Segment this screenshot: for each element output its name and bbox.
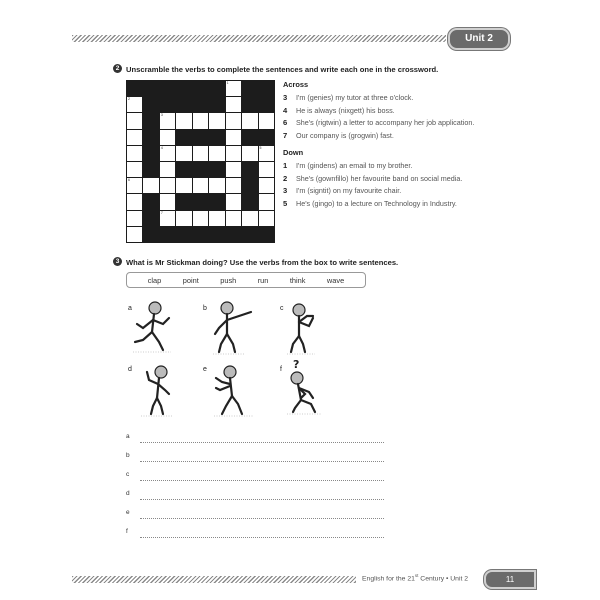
crossword-block [160,227,175,242]
figure-letter-e: e [203,366,207,373]
crossword-cell[interactable] [193,113,208,128]
crossword-cell[interactable] [226,162,241,177]
crossword-block [242,194,257,209]
crossword-cell[interactable] [176,211,191,226]
figure-letter-c: c [280,305,284,312]
crossword-cell[interactable] [160,162,175,177]
page-number: 11 [484,570,536,589]
crossword-cell[interactable] [127,194,142,209]
crossword-clue-number: 2 [128,97,130,102]
clue-number: 3 [283,186,288,196]
down-clue [283,173,513,186]
clue-text: I'm (gindens) an email to my brother. [296,161,413,170]
crossword-block [259,227,274,242]
crossword-block [242,130,257,145]
crossword-cell[interactable] [259,178,274,193]
stickman-run-figure [125,298,195,358]
crossword-block [259,97,274,112]
verb-option: think [289,275,306,285]
stickman-push-figure [208,360,278,420]
answer-line[interactable] [126,509,384,521]
crossword-cell[interactable] [193,211,208,226]
crossword-cell[interactable] [127,113,142,128]
answer-line[interactable] [126,452,384,464]
crossword-block [127,81,142,96]
crossword-cell[interactable] [226,194,241,209]
exercise-3-number: 3 [113,257,122,266]
clue-text: She's (rigtwin) a letter to accompany her job application. [296,118,475,128]
across-clues [283,80,513,143]
crossword-cell[interactable] [127,162,142,177]
answer-letter: a [126,433,130,440]
crossword-block [143,81,158,96]
crossword-block [143,113,158,128]
crossword-block [193,130,208,145]
crossword-cell[interactable] [209,211,224,226]
crossword-cell[interactable] [259,162,274,177]
crossword-block [143,97,158,112]
crossword-cell[interactable] [259,113,274,128]
unit-tab: Unit 2 [448,28,510,50]
crossword-block [209,227,224,242]
crossword-block [143,162,158,177]
crossword-block [209,97,224,112]
crossword-cell[interactable] [160,194,175,209]
crossword-block [176,162,191,177]
crossword-block [209,194,224,209]
answer-line[interactable] [126,471,384,483]
crossword-cell[interactable] [209,113,224,128]
exercise-2-instruction: Unscramble the verbs to complete the sentences and write each one in the crossword. [126,65,439,74]
crossword-block [193,81,208,96]
writing-line[interactable] [140,442,384,443]
crossword-block [242,227,257,242]
crossword-cell[interactable] [259,146,274,161]
crossword-grid [126,80,275,243]
verb-option: point [182,275,199,285]
crossword-cell[interactable] [143,178,158,193]
crossword-block [160,97,175,112]
exercise-2-number: 2 [113,64,122,73]
crossword-block [176,194,191,209]
crossword-cell[interactable] [160,146,175,161]
verb-option: run [257,275,269,285]
crossword-clue-number: 6 [128,178,130,183]
crossword-block [193,97,208,112]
crossword-cell[interactable] [127,227,142,242]
crossword-cell[interactable] [160,130,175,145]
crossword-clue-number: 1 [226,81,229,85]
verb-option: push [220,275,237,285]
writing-line[interactable] [140,537,384,538]
writing-line[interactable] [140,499,384,500]
crossword-block [193,162,208,177]
crossword-block [193,194,208,209]
crossword-cell[interactable] [242,113,257,128]
clue-text: He's (gingo) to a lecture on Technology in Industry. [296,199,457,209]
figure-letter-d: d [128,366,132,373]
crossword-cell[interactable] [242,211,257,226]
crossword-cell[interactable] [259,194,274,209]
verb-box [126,272,366,288]
crossword-block [143,146,158,161]
crossword-cell[interactable] [127,211,142,226]
crossword-cell[interactable] [226,146,241,161]
crossword-cell[interactable] [226,113,241,128]
writing-line[interactable] [140,461,384,462]
crossword-block [209,162,224,177]
clue-number: 3 [283,93,288,102]
crossword-cell[interactable] [193,178,208,193]
crossword-clue-number: 3 [160,113,163,118]
crossword-block [143,211,158,226]
footer-stripe [72,576,356,583]
crossword-cell[interactable] [226,130,241,145]
footer-text: English for the 21st Century • Unit 2 [362,573,469,583]
crossword-cell[interactable] [226,97,241,112]
crossword-cell[interactable] [160,113,175,128]
across-clue [283,130,513,143]
crossword-block [143,130,158,145]
crossword-block [143,227,158,242]
crossword-cell[interactable] [176,146,191,161]
stickman-wave-figure [135,360,205,420]
down-clue [283,198,513,211]
crossword-block [226,227,241,242]
crossword-cell[interactable] [176,113,191,128]
crossword-block [259,130,274,145]
stickman-point-figure [205,298,275,358]
crossword-cell[interactable] [242,146,257,161]
clue-text: She's (gownfillo) her favourite band on social media. [296,173,463,183]
figure-letter-b: b [203,305,207,312]
crossword-cell[interactable] [209,178,224,193]
crossword-cell[interactable] [226,211,241,226]
crossword-block [259,81,274,96]
crossword-block [242,178,257,193]
verb-option: wave [326,275,345,285]
clue-number: 6 [283,118,288,128]
crossword-cell[interactable] [259,211,274,226]
crossword-cell[interactable] [193,146,208,161]
clue-number: 5 [283,199,288,209]
crossword-block [209,81,224,96]
crossword-cell[interactable] [176,178,191,193]
crossword-block [176,227,191,242]
writing-line[interactable] [140,518,384,519]
crossword-block [160,81,175,96]
clue-number: 1 [283,161,288,170]
crossword-cell[interactable] [160,178,175,193]
answer-line[interactable] [126,433,384,445]
verb-option: clap [147,275,162,285]
answer-letter: e [126,509,130,516]
crossword-block [209,130,224,145]
clue-number: 2 [283,173,288,183]
down-clue [283,160,513,173]
crossword-block [176,130,191,145]
crossword-cell[interactable] [226,178,241,193]
figure-letter-f: f [280,366,282,373]
across-clue [283,105,513,118]
clue-text: I'm (signtit) on my favourite chair. [296,186,402,196]
crossword-cell[interactable] [127,97,142,112]
crossword-cell[interactable] [127,178,142,193]
crossword-clue-number: 5 [259,145,262,150]
answer-letter: b [126,452,130,459]
stickman-clap-figure [283,298,353,358]
answer-letter: d [126,490,130,497]
figure-letter-a: a [128,305,132,312]
across-clue [283,117,513,130]
writing-line[interactable] [140,480,384,481]
stickman-think-figure [283,358,353,418]
across-heading: Across [283,80,309,89]
crossword-block [242,162,257,177]
crossword-block [242,97,257,112]
crossword-block [242,81,257,96]
crossword-block [176,97,191,112]
answer-letter: c [126,471,130,478]
header-stripe [72,35,446,42]
crossword-block [143,194,158,209]
clue-text: He is always (nixgett) his boss. [296,105,395,115]
svg-text:?: ? [293,358,300,371]
across-clue [283,92,513,105]
down-heading: Down [283,148,304,157]
answer-line[interactable] [126,490,384,502]
crossword-cell[interactable] [226,81,241,96]
crossword-clue-number: 7 [160,210,163,215]
down-clue [283,185,513,198]
crossword-cell[interactable] [127,130,142,145]
exercise-3-instruction: What is Mr Stickman doing? Use the verbs from the box to write sentences. [126,258,399,267]
answer-letter: f [126,528,128,535]
crossword-block [176,81,191,96]
down-clues [283,148,513,211]
answer-line[interactable] [126,528,384,540]
crossword-cell[interactable] [209,146,224,161]
clue-text: I'm (genies) my tutor at three o'clock. [296,93,414,102]
clue-text: Our company is (grogwin) fast. [296,131,394,141]
crossword-block [193,227,208,242]
crossword-cell[interactable] [160,211,175,226]
clue-number: 7 [283,131,288,141]
clue-number: 4 [283,105,288,115]
crossword-cell[interactable] [127,146,142,161]
crossword-clue-number: 4 [160,145,163,150]
